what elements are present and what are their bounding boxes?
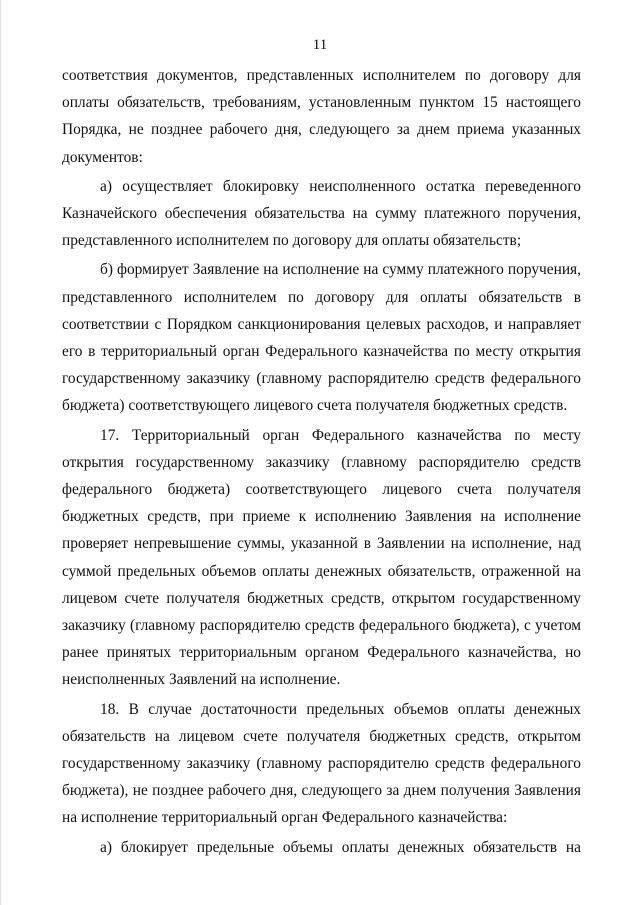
- text-line: государственному заказчику (главному распорядителю средств федерального: [62, 370, 581, 388]
- text-line: ранее принятых территориальным органом Федерального казначейства, но: [62, 644, 581, 662]
- text-line: Казначейского обеспечения обязательства на сумму платежного поручения,: [62, 205, 581, 223]
- text-line: 18. В случае достаточности предельных объемов оплаты денежных: [100, 700, 581, 718]
- text-line: лицевом счете получателя бюджетных средств, открытом государственному: [62, 589, 581, 607]
- text-line: его в территориальный орган Федерального казначейства по месту открытия: [62, 343, 581, 361]
- paragraph-item-a-continued: [62, 834, 581, 861]
- text-line: федерального бюджета) соответствующего лицевого счета получателя: [62, 481, 581, 499]
- paragraph-item-17: [62, 422, 581, 694]
- text-line: соответствии с Порядком санкционирования целевых расходов, и направляет: [62, 315, 581, 333]
- text-line: проверяет непревышение суммы, указанной в Заявлении на исполнение, над: [62, 535, 581, 553]
- text-line: бюджета), не позднее рабочего дня, следующего за днем получения Заявления: [62, 782, 581, 800]
- paragraph-item-a: [62, 173, 581, 255]
- paragraph-item-b: [62, 256, 581, 419]
- text-line: суммой предельных объемов оплаты денежных обязательств, отраженной на: [62, 562, 581, 580]
- text-line: представленного исполнителем по договору для оплаты обязательств в: [62, 288, 581, 306]
- text-line: открытия государственному заказчику (главному распорядителю средств: [62, 453, 581, 471]
- page-number: 11: [312, 37, 328, 53]
- text-line: 17. Территориальный орган Федерального казначейства по месту: [100, 426, 581, 444]
- text-line: бюджета) соответствующего лицевого счета получателя бюджетных средств.: [62, 397, 568, 415]
- paragraph-continuation: [62, 62, 581, 171]
- paragraph-item-18: [62, 696, 581, 832]
- text-line: бюджетных средств, при приеме к исполнению Заявления на исполнение: [62, 508, 581, 526]
- scan-edge: [0, 0, 2, 905]
- text-line: соответствия документов, представленных исполнителем по договору для: [62, 67, 581, 84]
- text-line: обязательств на лицевом счете получателя бюджетных средств, открытом: [62, 727, 581, 745]
- text-line: б) формирует Заявление на исполнение на сумму платежного поручения,: [100, 261, 581, 279]
- text-line: неисполненных Заявлений на исполнение.: [62, 671, 341, 689]
- text-line: заказчику (главному распорядителю средств федерального бюджета), с учетом: [62, 617, 581, 635]
- text-line: представленного исполнителем по договору для оплаты обязательств;: [62, 232, 522, 250]
- text-line: документов:: [62, 148, 143, 166]
- text-line: государственному заказчику (главному распорядителю средств федерального: [62, 755, 581, 773]
- text-line: на исполнение территориальный орган Федерального казначейства:: [62, 809, 508, 827]
- text-line: а) осуществляет блокировку неисполненного остатка переведенного: [100, 177, 581, 195]
- text-line: оплаты обязательств, требованиям, установленным пунктом 15 настоящего: [62, 94, 581, 112]
- text-line: Порядка, не позднее рабочего дня, следующего за днем приема указанных: [62, 121, 581, 139]
- text-line: а) блокирует предельные объемы оплаты денежных обязательств на: [100, 838, 581, 856]
- document-body: [62, 62, 581, 861]
